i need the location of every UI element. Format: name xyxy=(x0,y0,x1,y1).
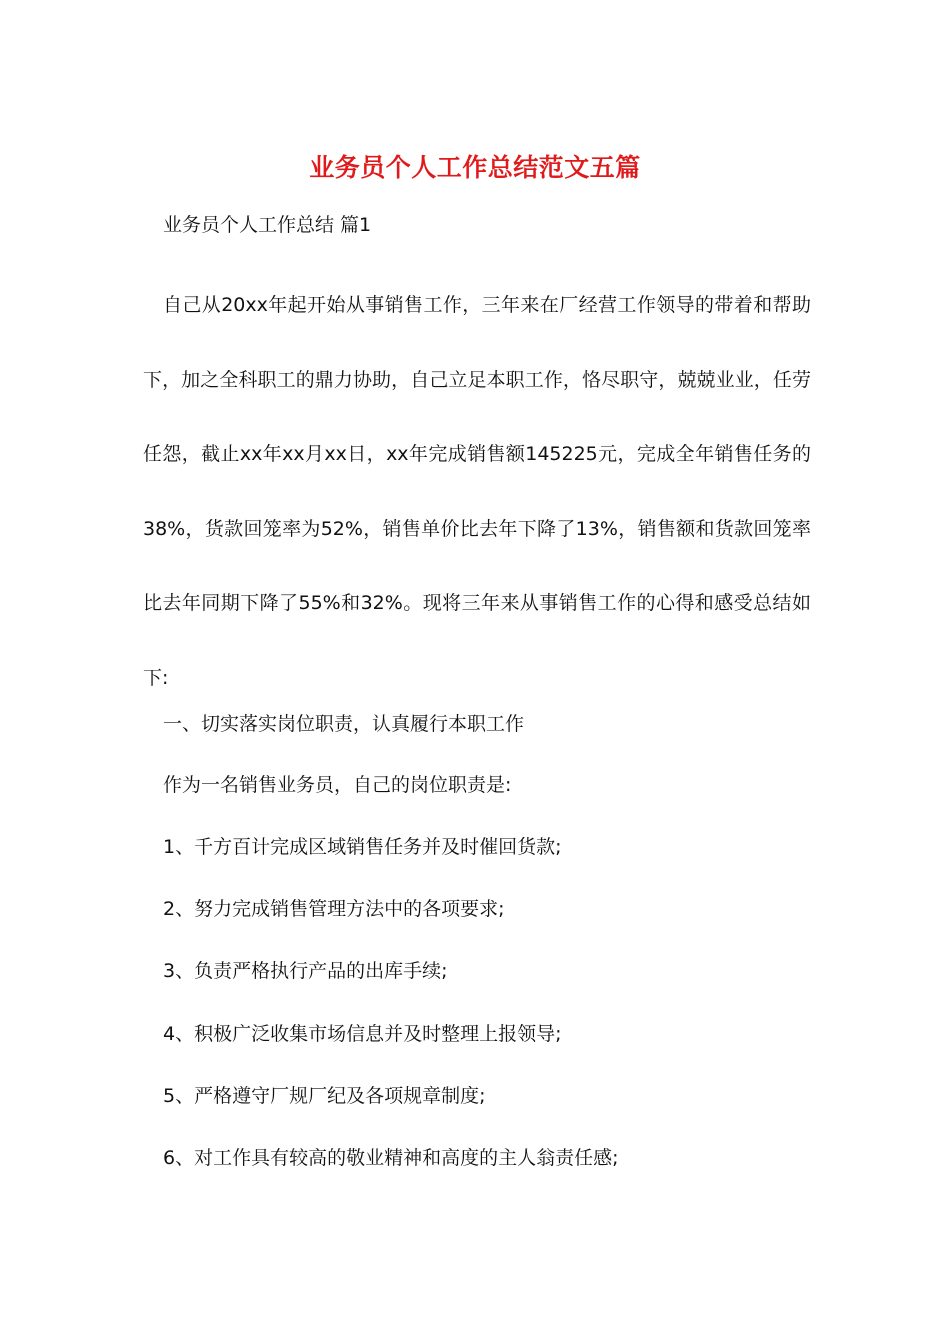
section-subheading: 业务员个人工作总结 篇1 xyxy=(163,214,372,236)
section-heading: 一、切实落实岗位职责，认真履行本职工作 xyxy=(163,713,525,735)
duty-item: 6、对工作具有较高的敬业精神和高度的主人翁责任感; xyxy=(163,1147,619,1169)
duty-item: 3、负责严格执行产品的出库手续; xyxy=(163,960,448,982)
intro-paragraph: 自己从20xx年起开始从事销售工作，三年来在厂经营工作领导的带着和帮助下，加之全科职工的鼎力协助，自己立足本职工作，恪尽职守，兢兢业业，任劳任怨，截止xx年xx月xx日，xx年完成销售额145225元，完成全年销售任务的38%，货款回笼率为52%，销售单价比去年下降了13%，销售额和货款回笼率比去年同期下降了55%和32%。现将三年来从事销售工作的心得和感受总结如下: xyxy=(143,294,811,689)
duty-item: 4、积极广泛收集市场信息并及时整理上报领导; xyxy=(163,1023,562,1045)
duty-item: 5、严格遵守厂规厂纪及各项规章制度; xyxy=(163,1085,486,1107)
duty-item: 1、千方百计完成区域销售任务并及时催回货款; xyxy=(163,836,562,858)
document-title: 业务员个人工作总结范文五篇 xyxy=(309,153,641,182)
section-intro: 作为一名销售业务员，自己的岗位职责是: xyxy=(163,774,512,796)
duty-item: 2、努力完成销售管理方法中的各项要求; xyxy=(163,898,505,920)
